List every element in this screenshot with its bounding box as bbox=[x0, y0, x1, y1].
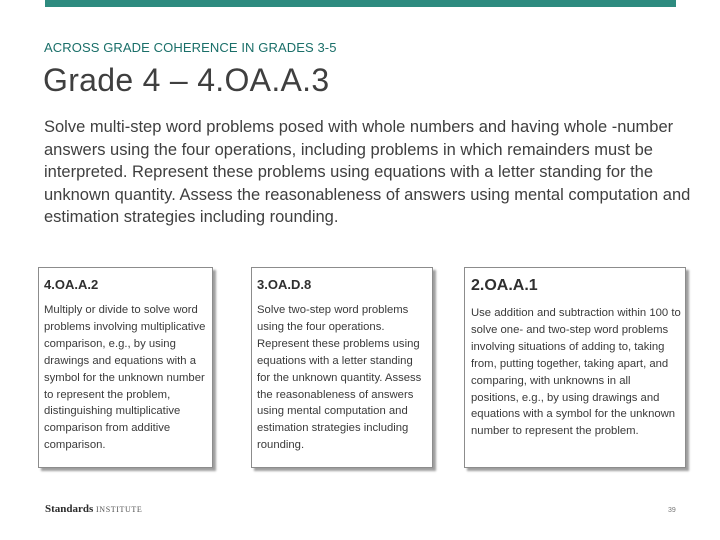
card-code: 2.OA.A.1 bbox=[471, 277, 538, 294]
standards-institute-logo bbox=[45, 503, 142, 515]
card-code: 3.OA.D.8 bbox=[257, 277, 312, 292]
logo-word-strong: Standards bbox=[45, 503, 94, 515]
standard-card-4-oa-a-2 bbox=[38, 267, 213, 468]
logo-word-light: INSTITUTE bbox=[96, 505, 143, 514]
card-code: 4.OA.A.2 bbox=[44, 277, 99, 292]
card-text: Solve two-step word problems using the four operations. Represent these problems using equations with a letter standing for the unknown quantity. Assess the reasonableness of answers using mental computation and estimation strategies including rounding. bbox=[257, 304, 422, 452]
standard-card-3-oa-d-8 bbox=[251, 267, 433, 468]
standard-card-2-oa-a-1 bbox=[464, 267, 686, 468]
page-number: 39 bbox=[668, 507, 676, 514]
card-text: Multiply or divide to solve word problems involving multiplicative comparison, e.g., by using drawings and equations with a symbol for the unknown number to represent the problem, distinguishing multiplicative comparison from additive comparison. bbox=[44, 304, 206, 452]
section-kicker: ACROSS GRADE COHERENCE IN GRADES 3-5 bbox=[44, 40, 337, 55]
standard-description: Solve multi-step word problems posed with whole numbers and having whole -number answers using the four operations, including problems in which remainders must be interpreted. Represent these problems using equations with a letter standing for the unknown quantity. Assess the reasonableness of answers using mental computation and estimation strategies including rounding. bbox=[44, 118, 691, 226]
top-accent-bar bbox=[45, 0, 676, 7]
card-text: Use addition and subtraction within 100 to solve one- and two-step word problems involving situations of adding to, taking from, putting together, taking apart, and comparing, with unknowns in all positions, e.g., by using drawings and equations with a symbol for the unknown number to represent the problem. bbox=[471, 307, 681, 438]
slide-title: Grade 4 – 4.OA.A.3 bbox=[43, 62, 330, 98]
